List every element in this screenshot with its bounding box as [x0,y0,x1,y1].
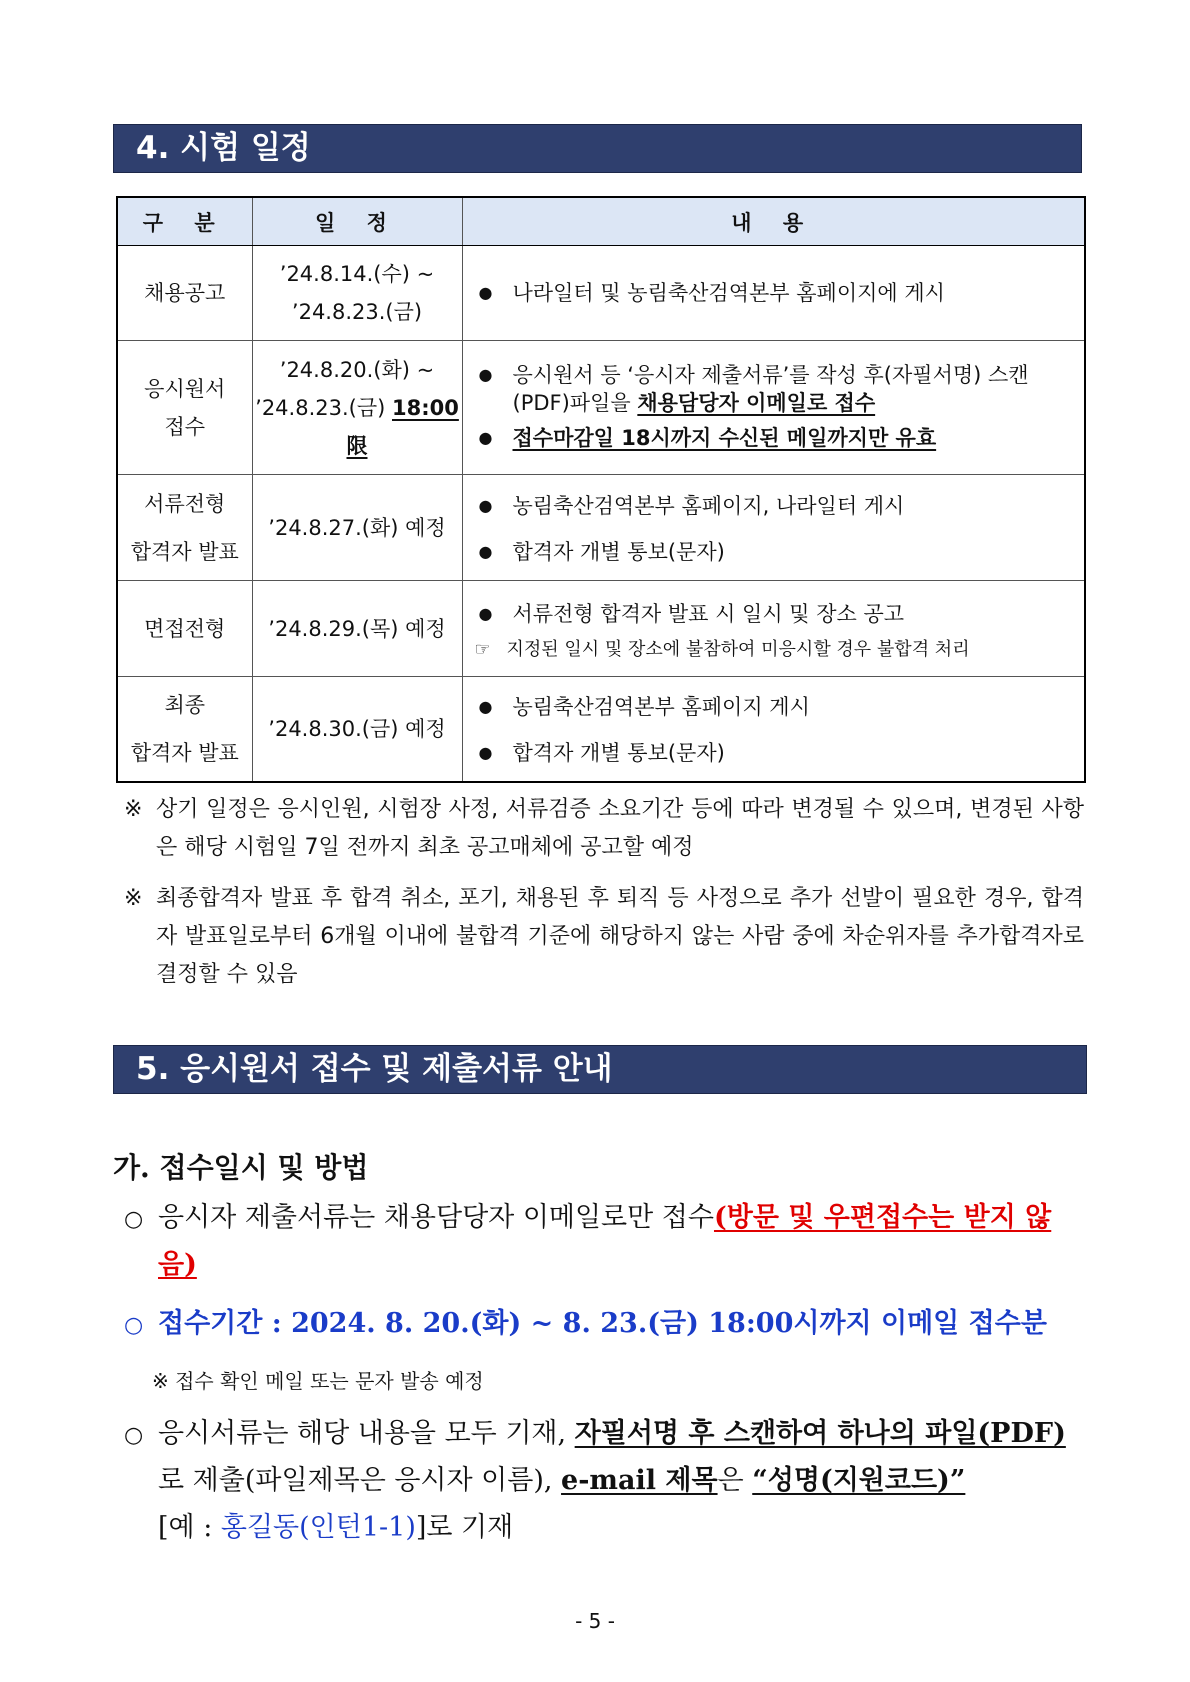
example-name: 홍길동(인턴1-1) [220,1512,416,1543]
table-row [117,341,1085,475]
table-row [117,677,1085,783]
row-gubun: 접수 [164,414,206,439]
remark-text: 상기 일정은 응시인원, 시험장 사정, 서류검증 소요기간 등에 따라 변경될 수 있으며, 변경된 사항은 해당 시험일 7일 전까지 최초 공고매체에 공고할 예정 [156,797,1084,860]
row-gubun: 면접전형 [144,616,226,641]
row-date: ’24.8.20.(화) ~ [279,357,435,382]
table-row [117,475,1085,581]
para-text: 로 제출(파일제목은 응시자 이름), [158,1465,562,1496]
section-5-header: 5. 응시원서 접수 및 제출서류 안내 [113,1045,1087,1094]
para-text: 응시서류는 해당 내용을 모두 기재, [158,1418,575,1449]
table-row [117,581,1085,677]
row-item: 응시원서 등 ‘응시자 제출서류’를 작성 후(자필서명) 스캔(PDF)파일을 [512,362,1029,415]
row-date: ’24.8.23.(금) [255,395,392,420]
row-date: ’24.8.23.(금) [291,300,423,324]
row-item: 농림축산검역본부 홈페이지, 나라일터 게시 [512,493,905,518]
row-gubun: 합격자 발표 [130,741,239,765]
bullet-icon: ● [478,697,493,716]
pointing-hand-icon: ☞ [474,638,491,660]
bullet-icon: ● [478,427,493,447]
row-item: 합격자 개별 통보(문자) [512,741,725,765]
page-number: - 5 - [575,1609,615,1633]
section-4-header: 4. 시험 일정 [113,124,1082,173]
row-gubun: 최종 [164,693,206,717]
schedule-table [116,196,1086,783]
reference-mark-icon: ※ [124,886,143,911]
reference-mark-icon: ※ [124,797,143,822]
row-date: ’24.8.27.(화) 예정 [268,515,446,540]
bullet-icon: ● [478,603,493,623]
bullet-icon: ● [478,743,493,762]
table-row [117,246,1085,341]
row-item-emphasis: 채용담당자 이메일로 접수 [637,390,876,415]
row-item: 합격자 개별 통보(문자) [512,539,725,564]
remark-2 [124,880,1084,994]
paragraph-2 [124,1300,1084,1349]
header-date: 일 정 [252,197,462,246]
row-date: ’24.8.14.(수) ~ [279,262,435,286]
row-item: 농림축산검역본부 홈페이지 게시 [512,695,810,719]
subsection-title: 가. 접수일시 및 방법 [113,1151,369,1184]
remark-text: 최종합격자 발표 후 합격 취소, 포기, 채용된 후 퇴직 등 사정으로 추가 선발이 필요한 경우, 합격자 발표일로부터 6개월 이내에 불합격 기준에 해당하지 않는 사람 중에 차순위자를 추가합격자로 결정할 수 있음 [156,886,1084,987]
para-emphasis: 자필서명 후 스캔하여 하나의 파일(PDF) [574,1418,1066,1449]
paragraph-1 [124,1194,1084,1288]
row-date: ’24.8.30.(금) 예정 [268,717,446,741]
row-item: 서류전형 합격자 발표 시 일시 및 장소 공고 [512,601,905,626]
bullet-icon: ● [478,495,493,515]
para-text: 응시자 제출서류는 채용담당자 이메일로만 접수 [158,1202,714,1233]
deadline-time: 18:00限 [346,395,459,458]
table-header-row [117,197,1085,246]
header-gubun: 구 분 [117,197,252,246]
para-emphasis: “성명(지원코드)” [752,1465,966,1496]
circle-bullet-icon: ○ [124,1313,144,1338]
bullet-icon: ● [478,364,493,384]
circle-bullet-icon: ○ [124,1207,144,1232]
para-emphasis: e-mail 제목 [561,1465,718,1496]
circle-bullet-icon: ○ [124,1423,144,1448]
para-text: [예 : [158,1512,221,1543]
bullet-icon: ● [478,283,493,302]
row-gubun: 합격자 발표 [130,539,239,564]
row-note: 지정된 일시 및 장소에 불참하여 미응시할 경우 불합격 처리 [506,638,970,660]
row-item: 나라일터 및 농림축산검역본부 홈페이지에 게시 [512,281,945,305]
para-text: 은 [717,1465,753,1496]
remark-1 [124,791,1084,867]
para-text: ]로 기재 [415,1512,514,1543]
para-red-text: (방문 및 우편접수는 받지 않음) [158,1202,1052,1280]
header-content: 내 용 [462,197,1085,246]
small-note: ※ 접수 확인 메일 또는 문자 발송 예정 [152,1369,484,1393]
row-date: ’24.8.29.(목) 예정 [268,616,446,641]
row-gubun: 채용공고 [144,281,226,305]
paragraph-3 [124,1410,1084,1551]
row-item-emphasis: 접수마감일 18시까지 수신된 메일까지만 유효 [512,425,937,450]
row-gubun: 응시원서 [144,376,226,401]
row-gubun: 서류전형 [144,491,226,516]
bullet-icon: ● [478,541,493,561]
para-text: 접수기간 : 2024. 8. 20.(화) ~ 8. 23.(금) 18:00시까지 이메일 접수분 [158,1308,1047,1339]
